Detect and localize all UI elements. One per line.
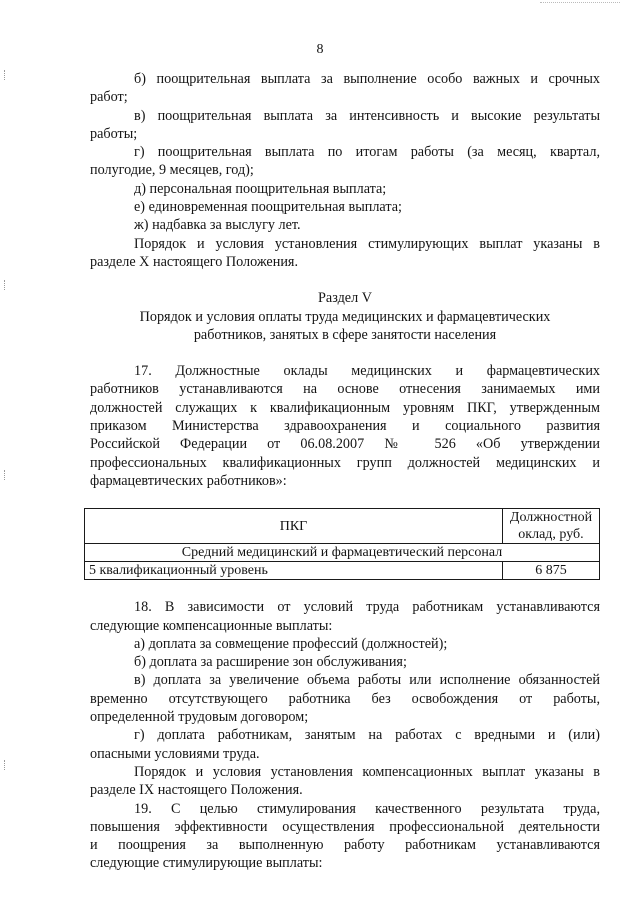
table-header-salary-line1: Должностной <box>509 510 593 526</box>
paragraph-line: Порядок и условия установления компенсационных выплат указаны в <box>134 763 600 780</box>
table-header-pkg: ПКГ <box>85 509 503 544</box>
paragraph-line: 17. Должностные оклады медицинских и фармацевтических <box>134 363 600 380</box>
paragraph-line: должностей служащих к квалификационным уровням ПКГ, утвержденным <box>90 399 600 416</box>
paragraph-line: приказом Министерства здравоохранения и социального развития <box>90 418 600 435</box>
document-body <box>90 70 600 873</box>
list-item: д) персональная поощрительная выплата; <box>134 180 387 197</box>
scan-margin-mark <box>4 70 7 80</box>
list-item-cont: временно отсутствующего работника без освобождения от работы, <box>90 690 600 707</box>
paragraph-line: и поощрения за выполненную работу работникам устанавливаются <box>90 837 600 854</box>
list-item: в) доплата за увеличение объема работы или исполнение обязанностей <box>134 672 600 689</box>
list-item: е) единовременная поощрительная выплата; <box>134 199 402 216</box>
table-header-salary-line2: оклад, руб. <box>518 527 584 543</box>
list-item: а) доплата за совмещение профессий (должностей); <box>134 635 448 652</box>
scan-artifact <box>540 2 620 3</box>
scan-margin-mark <box>4 280 7 290</box>
section-number: Раздел V <box>318 290 372 307</box>
list-item-cont: работ; <box>90 89 128 106</box>
table-cell-level: 5 квалификационный уровень <box>85 562 503 580</box>
paragraph-line: разделе X настоящего Положения. <box>90 253 298 270</box>
list-item-cont: полугодие, 9 месяцев, год); <box>90 162 254 179</box>
list-item: в) поощрительная выплата за интенсивность и высокие результаты <box>134 107 600 124</box>
section-title: работников, занятых в сфере занятости населения <box>193 326 497 343</box>
paragraph-line: 19. С целью стимулирования качественного результата труда, <box>134 800 600 817</box>
table-group-row: Средний медицинский и фармацевтический персонал <box>85 544 600 562</box>
paragraph-line: повышения эффективности осуществления профессиональной деятельности <box>90 818 600 835</box>
paragraph-line: разделе IX настоящего Положения. <box>90 782 303 799</box>
salary-table <box>84 508 600 580</box>
paragraph-line: работников устанавливаются на основе отнесения занимаемых ими <box>90 381 600 398</box>
list-item: ж) надбавка за выслугу лет. <box>134 217 301 234</box>
list-item: г) доплата работникам, занятым на работах с вредными и (или) <box>134 727 600 744</box>
list-item: б) доплата за расширение зон обслуживания; <box>134 654 407 671</box>
list-item-cont: определенной трудовым договором; <box>90 709 309 726</box>
paragraph-line: профессиональных квалификационных групп должностей медицинских и <box>90 454 600 471</box>
scan-margin-mark <box>4 470 7 480</box>
table-header-salary <box>503 509 600 544</box>
paragraph-line: 18. В зависимости от условий труда работникам устанавливаются <box>134 599 600 616</box>
table-cell-salary: 6 875 <box>503 562 600 580</box>
list-item: г) поощрительная выплата по итогам работы (за месяц, квартал, <box>134 144 600 161</box>
section-title: Порядок и условия оплаты труда медицинских и фармацевтических <box>139 308 551 325</box>
paragraph-line: Российской Федерации от 06.08.2007 № 526 «Об утверждении <box>90 436 600 453</box>
paragraph-line: Порядок и условия установления стимулирующих выплат указаны в <box>134 235 600 252</box>
list-item-cont: работы; <box>90 125 138 142</box>
list-item: б) поощрительная выплата за выполнение особо важных и срочных <box>134 71 600 87</box>
paragraph-line: следующие компенсационные выплаты: <box>90 617 333 634</box>
paragraph-line: следующие стимулирующие выплаты: <box>90 855 323 872</box>
scan-margin-mark <box>4 760 7 770</box>
paragraph-line: фармацевтических работников»: <box>90 472 287 489</box>
list-item-cont: опасными условиями труда. <box>90 745 260 762</box>
table-row <box>85 562 600 580</box>
page-number: 8 <box>316 42 324 57</box>
